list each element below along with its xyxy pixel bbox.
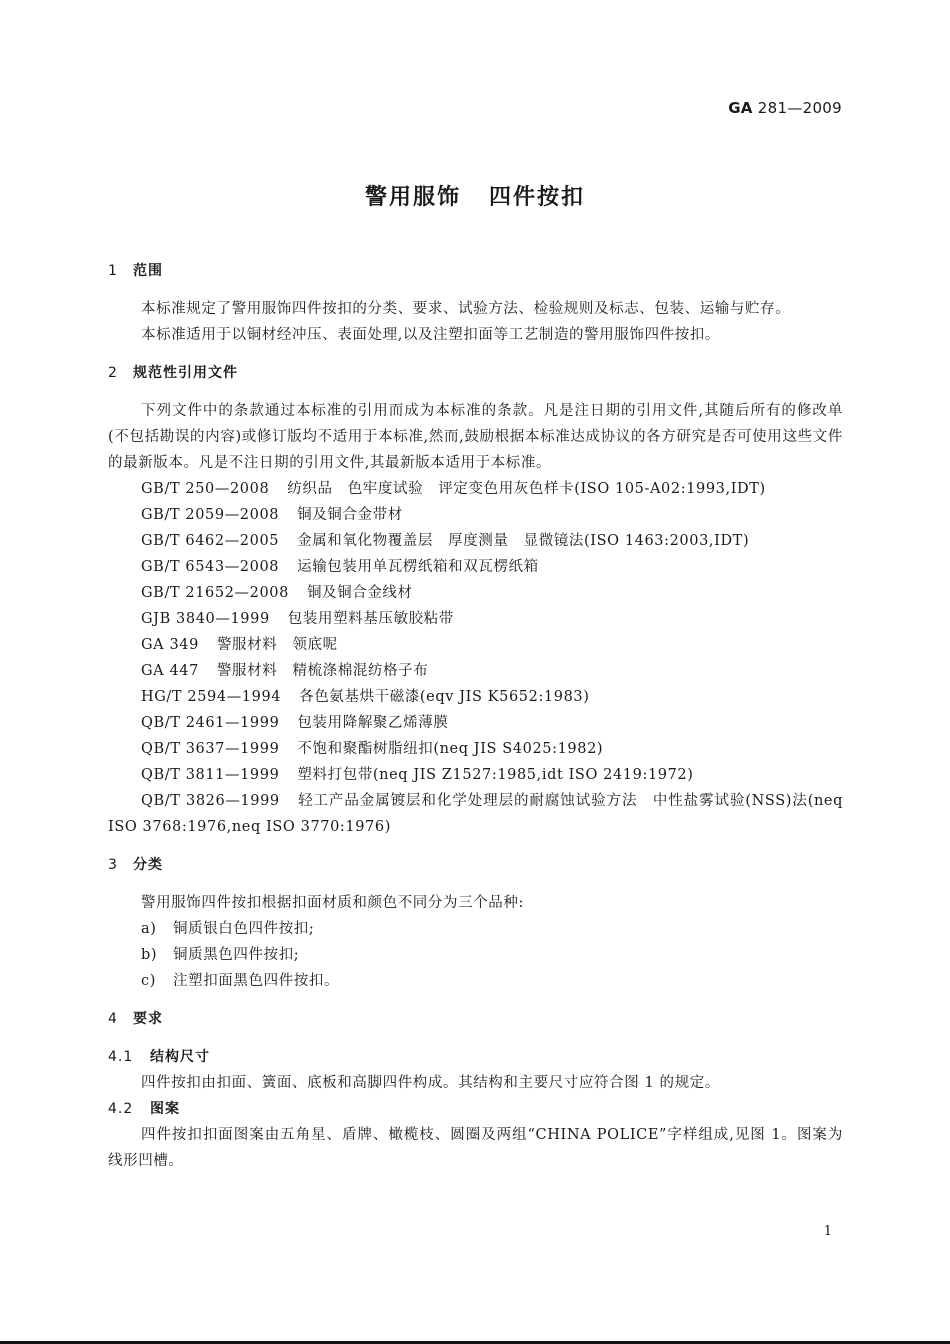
- reference-name: 运输包装用单瓦楞纸箱和双瓦楞纸箱: [297, 559, 539, 575]
- title-part1: 警用服饰: [364, 185, 461, 210]
- reference-name: 警服材料 精梳涤棉混纺格子布: [216, 663, 429, 679]
- reference-item: [108, 528, 843, 554]
- reference-code: GB/T 6543—2008: [141, 559, 280, 575]
- reference-name: 塑料打包带(neq JIS Z1527:1985,idt ISO 2419:1972): [297, 767, 694, 783]
- reference-code: GA 349: [141, 637, 199, 653]
- reference-code: HG/T 2594—1994: [141, 689, 282, 705]
- section-heading-3: 3 分类: [108, 857, 163, 873]
- subsection-heading-4-1: 4.1 结构尺寸: [108, 1049, 210, 1065]
- section-heading-4: 4 要求: [108, 1011, 163, 1027]
- reference-code: QB/T 2461—1999: [141, 715, 280, 731]
- reference-name: 包装用降解聚乙烯薄膜: [297, 715, 449, 731]
- section1-paragraph: 本标准规定了警用服饰四件按扣的分类、要求、试验方法、检验规则及标志、包装、运输与贮存。: [141, 301, 791, 317]
- document-body: [108, 258, 843, 1174]
- reference-item: [108, 762, 843, 788]
- reference-item: [108, 554, 843, 580]
- reference-code: GB/T 21652—2008: [141, 585, 289, 601]
- section1-paragraph: 本标准适用于以铜材经冲压、表面处理,以及注塑扣面等工艺制造的警用服饰四件按扣。: [141, 327, 721, 343]
- reference-item: [108, 736, 843, 762]
- reference-name: 纺织品 色牢度试验 评定变色用灰色样卡(ISO 105-A02:1993,IDT): [287, 481, 766, 497]
- reference-list: [108, 476, 843, 788]
- subsection-4-2-text: 四件按扣扣面图案由五角星、盾牌、橄榄枝、圆圈及两组“CHINA POLICE”字样组成,见图 1。图案为线形凹槽。: [108, 1127, 843, 1169]
- reference-item: [108, 684, 843, 710]
- reference-item: [108, 658, 843, 684]
- reference-name: 不饱和聚酯树脂纽扣(neq JIS S4025:1982): [297, 741, 604, 757]
- reference-name: 警服材料 领底呢: [216, 637, 338, 653]
- standard-code: GA 281—2009: [728, 99, 842, 117]
- reference-code: GJB 3840—1999: [141, 611, 270, 627]
- classification-item: c) 注塑扣面黑色四件按扣。: [141, 973, 340, 989]
- reference-code: QB/T 3637—1999: [141, 741, 280, 757]
- reference-code: QB/T 3811—1999: [141, 767, 280, 783]
- classification-item: a) 铜质银白色四件按扣;: [141, 921, 315, 937]
- reference-item: [108, 580, 843, 606]
- reference-item: [108, 606, 843, 632]
- section-heading-2: 2 规范性引用文件: [108, 365, 238, 381]
- reference-item: [108, 710, 843, 736]
- reference-code: GA 447: [141, 663, 199, 679]
- reference-name: 包装用塑料基压敏胶粘带: [287, 611, 454, 627]
- section3-intro: 警用服饰四件按扣根据扣面材质和颜色不同分为三个品种:: [141, 895, 524, 911]
- reference-name: 铜及铜合金带材: [297, 507, 403, 523]
- reference-name: 各色氨基烘干磁漆(eqv JIS K5652:1983): [299, 689, 590, 705]
- reference-item: [108, 476, 843, 502]
- reference-name: 铜及铜合金线材: [306, 585, 413, 601]
- classification-list: [108, 916, 843, 994]
- reference-code: GB/T 250—2008: [141, 481, 270, 497]
- subsection-4-1-text: 四件按扣由扣面、簧面、底板和高脚四件构成。其结构和主要尺寸应符合图 1 的规定。: [141, 1075, 720, 1091]
- reference-name: 金属和氧化物覆盖层 厚度测量 显微镜法(ISO 1463:2003,IDT): [297, 533, 750, 549]
- reference-item: [108, 502, 843, 528]
- classification-item: b) 铜质黑色四件按扣;: [141, 947, 300, 963]
- reference-code: GB/T 2059—2008: [141, 507, 280, 523]
- reference-item: [108, 632, 843, 658]
- reference-code: GB/T 6462—2005: [141, 533, 280, 549]
- section-heading-1: 1 范围: [108, 263, 163, 279]
- document-title: [0, 180, 950, 211]
- subsection-heading-4-2: 4.2 图案: [108, 1101, 180, 1117]
- page-number: 1: [823, 1224, 832, 1239]
- title-part2: 四件按扣: [489, 185, 586, 210]
- section2-intro: 下列文件中的条款通过本标准的引用而成为本标准的条款。凡是注日期的引用文件,其随后所有的修改单(不包括勘误的内容)或修订版均不适用于本标准,然而,鼓励根据本标准达成协议的各方研究是否可使用这些文件的最新版本。凡是不注日期的引用文件,其最新版本适用于本标准。: [108, 403, 843, 471]
- reference-item: QB/T 3826—1999 轻工产品金属镀层和化学处理层的耐腐蚀试验方法 中性盐雾试验(NSS)法(neq ISO 3768:1976,neq ISO 3770:1976): [108, 793, 843, 835]
